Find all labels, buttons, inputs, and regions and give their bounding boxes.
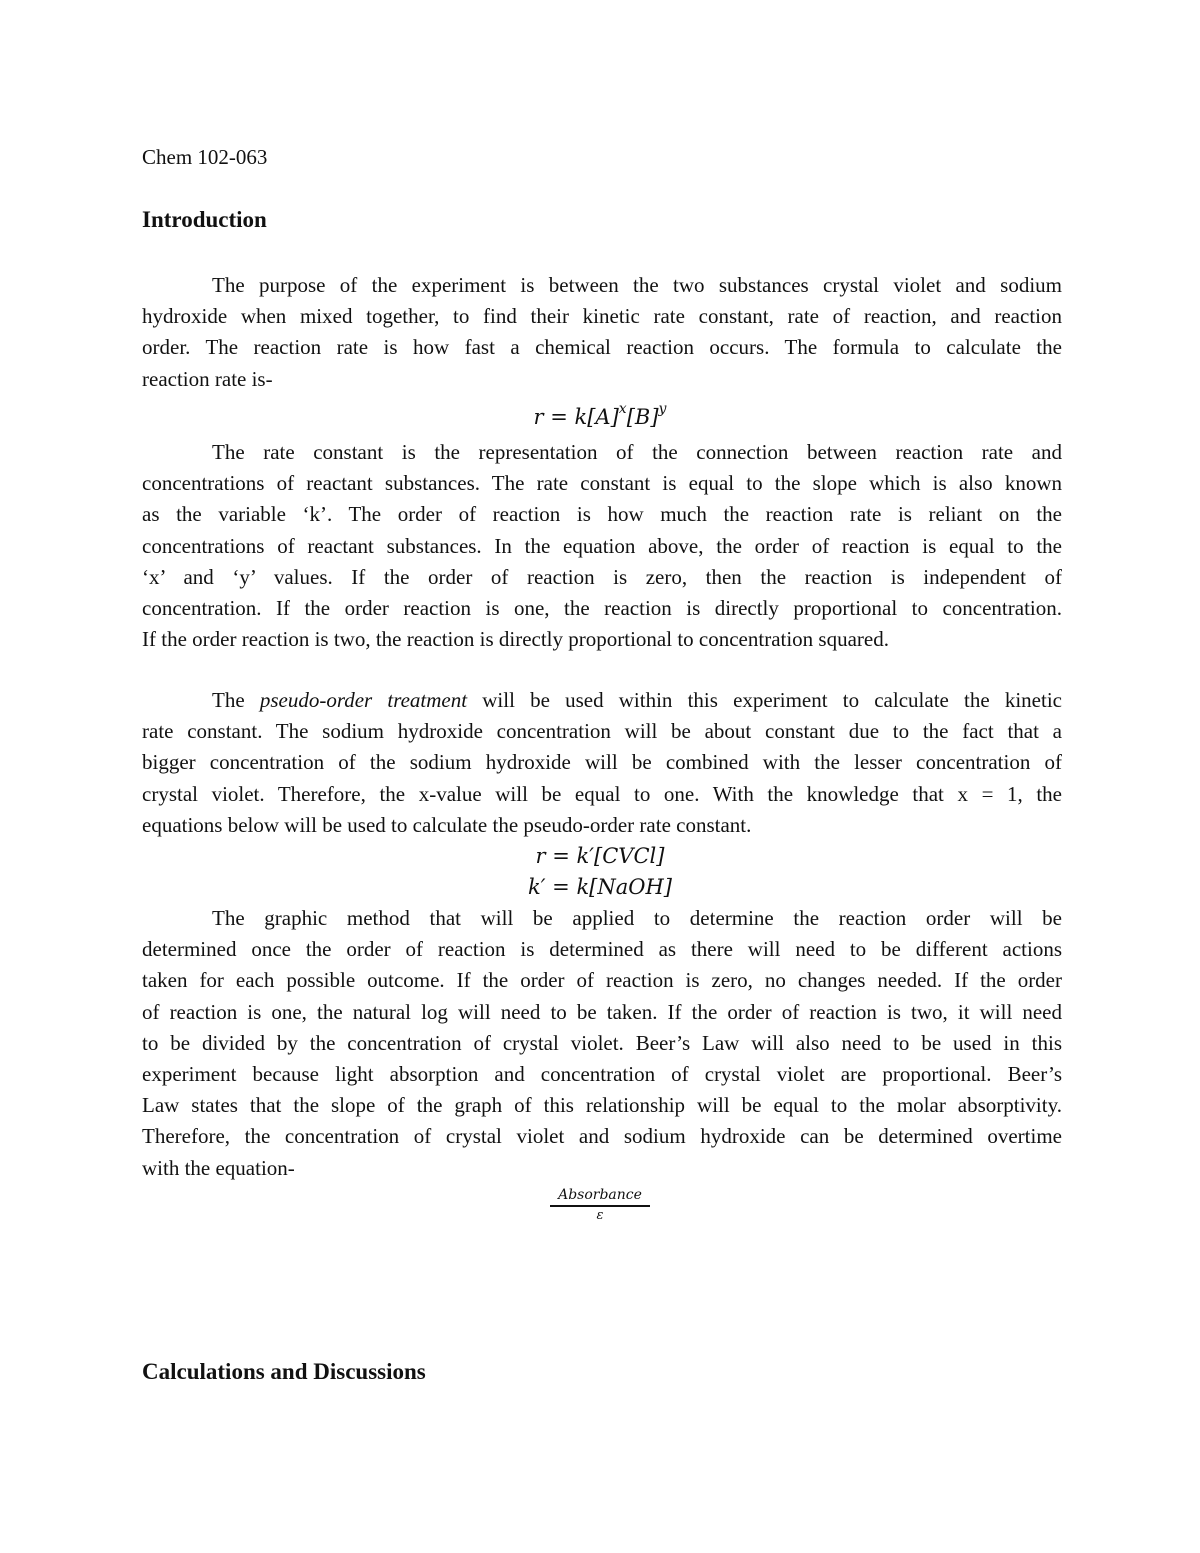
rate-law-equation [0,402,1200,435]
equation-part: r = k[A] [533,405,619,429]
text-line: of reaction is one, the natural log will need to be taken. If the order of reaction is two, it will need [142,999,1062,1024]
pseudo-constant-equation: k′ = k[NaOH] [528,875,672,899]
text-line: to be divided by the concentration of crystal violet. Beer’s Law will also need to be used in this [142,1030,1062,1055]
text-line: The rate constant is the representation of the connection between reaction rate and [212,440,1062,464]
text-run: will be used within this experiment to calculate the kinetic [467,688,1062,712]
text-line: experiment because light absorption and concentration of crystal violet are proportional. Beer’s [142,1061,1062,1086]
text-line: order. The reaction rate is how fast a chemical reaction occurs. The formula to calculate the [142,335,1062,360]
text-line: The graphic method that will be applied to determine the reaction order will be [212,906,1062,930]
text-line: ‘x’ and ‘y’ values. If the order of reaction is zero, then the reaction is independent of [142,564,1062,589]
text-line: bigger concentration of the sodium hydroxide will be combined with the lesser concentration of [142,750,1062,775]
text-line: Therefore, the concentration of crystal violet and sodium hydroxide can be determined overtime [142,1124,1062,1149]
calculations-heading: Calculations and Discussions [142,1359,426,1384]
equation-exponent: x [618,401,627,417]
text-line: Law states that the slope of the graph of this relationship will be equal to the molar absorptivity. [142,1093,1062,1118]
equation-part: [B] [626,405,659,429]
text-line: crystal violet. Therefore, the x-value will be equal to one. With the knowledge that x = 1, the [142,781,1062,806]
text-line: hydroxide when mixed together, to find their kinetic rate constant, rate of reaction, and reaction [142,304,1062,329]
pseudo-rate-equation: r = k′[CVCl] [535,844,665,868]
intro-paragraph-1 [142,270,1062,395]
text-line: reaction rate is- [142,366,273,391]
text-line: If the order reaction is two, the reaction is directly proportional to concentration squared. [142,627,889,652]
equation-exponent: y [658,401,667,417]
fraction-numerator: Absorbance [550,1186,650,1207]
introduction-heading: Introduction [142,207,267,232]
fraction-denominator: ε [596,1208,604,1223]
text-line: equations below will be used to calculate the pseudo-order rate constant. [142,812,752,837]
beers-law-fraction [550,1186,650,1225]
text-run: The [212,688,260,712]
italic-term: pseudo-order treatment [259,688,468,712]
intro-paragraph-2 [142,437,1062,655]
text-line: taken for each possible outcome. If the order of reaction is zero, no changes needed. If the order [142,968,1062,993]
text-line: rate constant. The sodium hydroxide concentration will be about constant due to the fact that a [142,719,1062,744]
text-line: concentrations of reactant substances. In the equation above, the order of reaction is equal to the [142,533,1062,558]
text-line: with the equation- [142,1155,295,1180]
text-line: concentration. If the order reaction is one, the reaction is directly proportional to concentration. [142,595,1062,620]
text-line: The purpose of the experiment is between the two substances crystal violet and sodium [212,273,1062,297]
text-line: concentrations of reactant substances. The rate constant is equal to the slope which is also known [142,471,1062,496]
text-line [142,685,1062,716]
intro-paragraph-4 [142,903,1062,1184]
course-code: Chem 102-063 [142,145,268,169]
intro-paragraph-3 [142,685,1062,841]
text-line: determined once the order of reaction is determined as there will need to be different actions [142,937,1062,962]
text-line: as the variable ‘k’. The order of reaction is how much the reaction rate is reliant on the [142,502,1062,527]
